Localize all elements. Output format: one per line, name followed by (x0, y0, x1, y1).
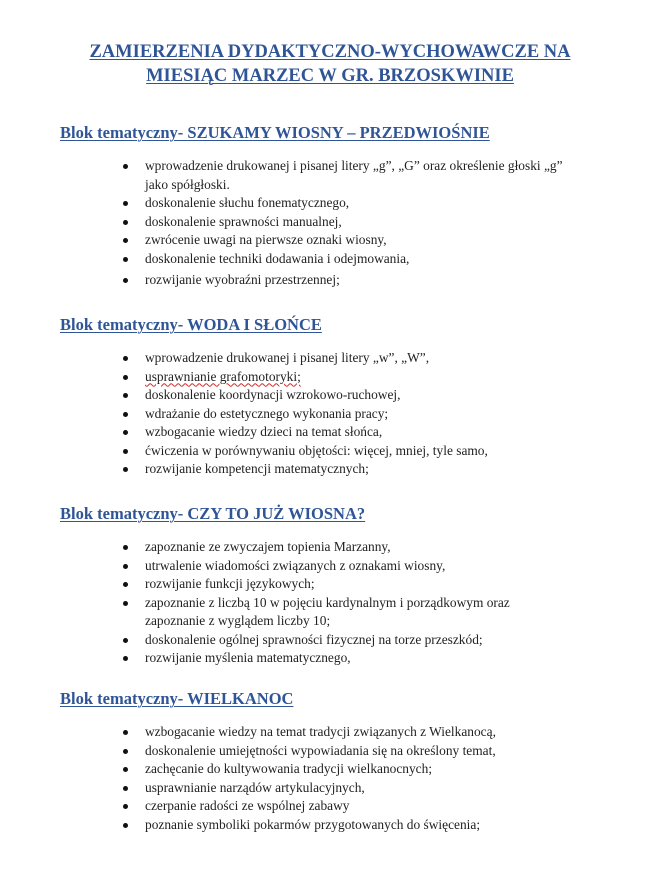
bullet-icon (123, 257, 128, 262)
list-item (60, 349, 565, 368)
title-line-2: MIESIĄC MARZEC W GR. BRZOSKWINIE (146, 66, 514, 86)
bullet-icon (123, 786, 128, 791)
list-item-text: wprowadzenie drukowanej i pisanej litery „g”, „G” oraz określenie głoski „g” jako spółgłoski. (145, 158, 563, 192)
bullet-icon (123, 656, 128, 661)
list-item-text: usprawnianie narządów artykulacyjnych, (145, 779, 365, 795)
list-item-text: poznanie symboliki pokarmów przygotowanych do święcenia; (145, 816, 481, 832)
list-item (60, 423, 565, 442)
list-item-text: wzbogacanie wiedzy na temat tradycji związanych z Wielkanocą, (145, 724, 496, 739)
bullet-icon (123, 201, 128, 206)
list-item-text: wdrażanie do estetycznego wykonania pracy; (145, 405, 389, 421)
bullet-icon (123, 375, 128, 380)
list-item-text: doskonalenie ogólnej sprawności fizycznej na torze przeszkód; (145, 631, 483, 647)
section-heading: Blok tematyczny- CZY TO JUŻ WIOSNA? (60, 504, 366, 523)
list-item (60, 250, 565, 269)
list-item-text: zwrócenie uwagi na pierwsze oznaki wiosny, (145, 232, 387, 247)
list-item-text: wzbogacanie wiedzy dzieci na temat słońca, (145, 424, 383, 439)
list-item-text: wprowadzenie drukowanej i pisanej litery „w”, „W”, (145, 350, 430, 365)
list-item-text: rozwijanie wyobraźni przestrzennej; (145, 272, 340, 287)
list-item (60, 631, 565, 650)
list-item-text: ćwiczenia w porównywaniu objętości: więcej, mniej, tyle samo, (145, 442, 488, 458)
bullet-icon (123, 767, 128, 772)
bullet-list (60, 157, 620, 290)
bullet-icon (123, 564, 128, 569)
list-item (60, 557, 565, 576)
section-wielkanoc (60, 689, 620, 834)
list-item (60, 271, 565, 290)
list-item-text: usprawnianie grafomotoryki; (145, 368, 301, 384)
bullet-icon (123, 638, 128, 643)
bullet-icon (123, 278, 128, 283)
bullet-icon (123, 730, 128, 735)
list-item-text: doskonalenie słuchu fonematycznego, (145, 195, 350, 210)
bullet-icon (123, 220, 128, 225)
list-item (60, 779, 565, 798)
bullet-icon (123, 545, 128, 550)
list-item (60, 405, 565, 424)
bullet-icon (123, 356, 128, 361)
list-item (60, 760, 565, 779)
list-item (60, 231, 565, 250)
list-item-text: rozwijanie funkcji językowych; (145, 576, 315, 591)
bullet-icon (123, 467, 128, 472)
list-item (60, 460, 565, 479)
list-item (60, 594, 565, 631)
section-heading: Blok tematyczny- WODA I SŁOŃCE (60, 315, 322, 334)
bullet-icon (123, 749, 128, 754)
list-item (60, 442, 565, 461)
bullet-icon (123, 412, 128, 417)
list-item-text: doskonalenie sprawności manualnej, (145, 213, 342, 229)
list-item (60, 386, 565, 405)
bullet-icon (123, 804, 128, 809)
list-item (60, 194, 565, 213)
list-item (60, 797, 565, 816)
list-item-text: zapoznanie z liczbą 10 w pojęciu kardynalnym i porządkowym oraz zapoznanie z wyglądem liczby 10; (145, 594, 510, 628)
list-item (60, 538, 565, 557)
list-item-text: czerpanie radości ze wspólnej zabawy (145, 798, 350, 813)
bullet-icon (123, 238, 128, 243)
section-szukamy-wiosny (60, 123, 620, 290)
list-item (60, 723, 565, 742)
list-item (60, 213, 565, 232)
bullet-icon (123, 449, 128, 454)
section-woda-i-slonce (60, 315, 620, 479)
list-item-text: doskonalenie koordynacji wzrokowo-ruchowej, (145, 387, 401, 402)
section-heading: Blok tematyczny- SZUKAMY WIOSNY – PRZEDWIOŚNIE (60, 123, 490, 142)
list-item (60, 649, 565, 668)
bullet-icon (123, 164, 128, 169)
title-line-1: ZAMIERZENIA DYDAKTYCZNO-WYCHOWAWCZE NA (89, 42, 571, 62)
list-item-text: doskonalenie techniki dodawania i odejmowania, (145, 250, 410, 266)
list-item (60, 816, 565, 835)
list-item (60, 575, 565, 594)
bullet-icon (123, 393, 128, 398)
bullet-icon (123, 601, 128, 606)
bullet-icon (123, 430, 128, 435)
list-item (60, 157, 565, 194)
list-item-text: utrwalenie wiadomości związanych z oznakami wiosny, (145, 557, 446, 573)
bullet-list (60, 349, 620, 479)
bullet-icon (123, 582, 128, 587)
bullet-list (60, 538, 620, 668)
list-item-text: doskonalenie umiejętności wypowiadania się na określony temat, (145, 742, 496, 758)
list-item-text: rozwijanie myślenia matematycznego, (145, 650, 351, 665)
section-czy-to-juz-wiosna (60, 504, 620, 668)
bullet-icon (123, 823, 128, 828)
list-item-text: zapoznanie ze zwyczajem topienia Marzanny, (145, 539, 391, 554)
document-title (40, 40, 620, 88)
list-item-text: rozwijanie kompetencji matematycznych; (145, 461, 369, 476)
list-item-text: zachęcanie do kultywowania tradycji wielkanocnych; (145, 761, 433, 776)
section-heading: Blok tematyczny- WIELKANOC (60, 689, 294, 708)
bullet-list (60, 723, 620, 834)
list-item (60, 368, 565, 387)
list-item (60, 742, 565, 761)
